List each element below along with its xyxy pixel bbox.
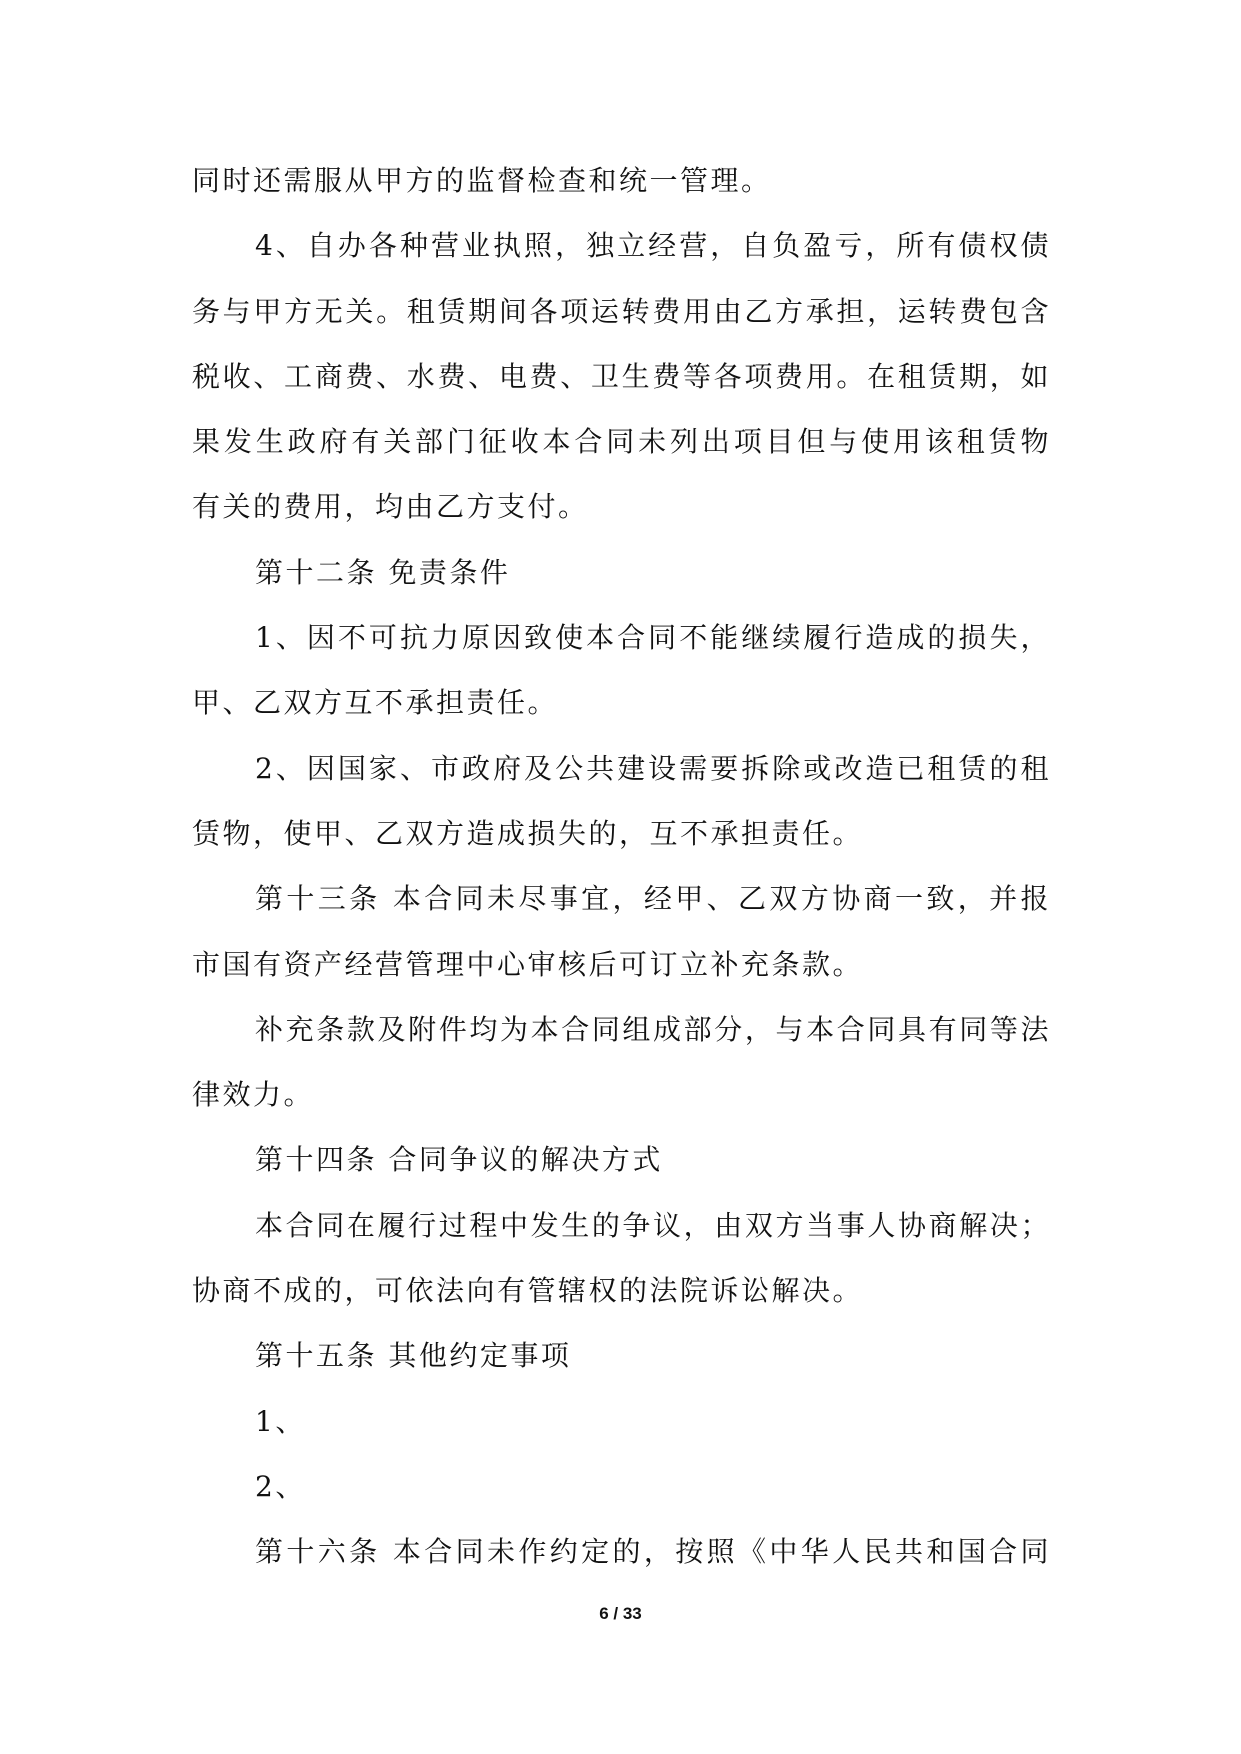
section-heading — [192, 1127, 1051, 1192]
text-line: 有关的费用，均由乙方支付。 — [192, 490, 589, 524]
paragraph — [192, 213, 1051, 539]
paragraph — [192, 605, 1051, 736]
paragraph — [192, 997, 1051, 1128]
text-line: 第十五条 其他约定事项 — [255, 1339, 572, 1373]
paragraph — [192, 1389, 1051, 1454]
text-line: 第十三条 本合同未尽事宜，经甲、乙双方协商一致，并报 — [255, 882, 1051, 916]
text-line: 本合同在履行过程中发生的争议，由双方当事人协商解决； — [255, 1208, 1051, 1242]
text-line: 4、自办各种营业执照，独立经营，自负盈亏，所有债权债 — [255, 229, 1051, 263]
text-line: 1、 — [255, 1404, 306, 1438]
paragraph — [192, 736, 1051, 867]
paragraph — [192, 1454, 1051, 1519]
text-line: 同时还需服从甲方的监督检查和统一管理。 — [192, 164, 772, 197]
text-line: 律效力。 — [192, 1078, 315, 1112]
text-line: 2、因国家、市政府及公共建设需要拆除或改造已租赁的租 — [255, 751, 1051, 785]
paragraph — [192, 866, 1051, 997]
text-line: 市国有资产经营管理中心审核后可订立补充条款。 — [192, 947, 864, 981]
text-line: 协商不成的，可依法向有管辖权的法院诉讼解决。 — [192, 1274, 864, 1308]
text-line: 第十四条 合同争议的解决方式 — [255, 1143, 663, 1177]
text-line: 税收、工商费、水费、电费、卫生费等各项费用。在租赁期，如 — [192, 359, 1051, 393]
document-body — [192, 148, 1051, 1585]
text-line: 第十二条 免责条件 — [255, 555, 511, 589]
text-line: 1、因不可抗力原因致使本合同不能继续履行造成的损失， — [255, 621, 1051, 655]
text-line: 甲、乙双方互不承担责任。 — [192, 686, 559, 720]
paragraph — [192, 1519, 1051, 1584]
section-heading — [192, 540, 1051, 605]
text-line: 务与甲方无关。租赁期间各项运转费用由乙方承担，运转费包含 — [192, 294, 1051, 328]
text-line: 果发生政府有关部门征收本合同未列出项目但与使用该租赁物 — [192, 425, 1051, 459]
paragraph — [192, 1193, 1051, 1324]
text-line: 赁物，使甲、乙双方造成损失的，互不承担责任。 — [192, 816, 864, 850]
paragraph — [192, 148, 1051, 213]
page-number: 6 / 33 — [599, 1604, 642, 1623]
text-line: 2、 — [255, 1469, 306, 1503]
text-line: 补充条款及附件均为本合同组成部分，与本合同具有同等法 — [255, 1012, 1051, 1046]
text-line: 第十六条 本合同未作约定的，按照《中华人民共和国合同 — [255, 1535, 1051, 1569]
section-heading — [192, 1323, 1051, 1388]
